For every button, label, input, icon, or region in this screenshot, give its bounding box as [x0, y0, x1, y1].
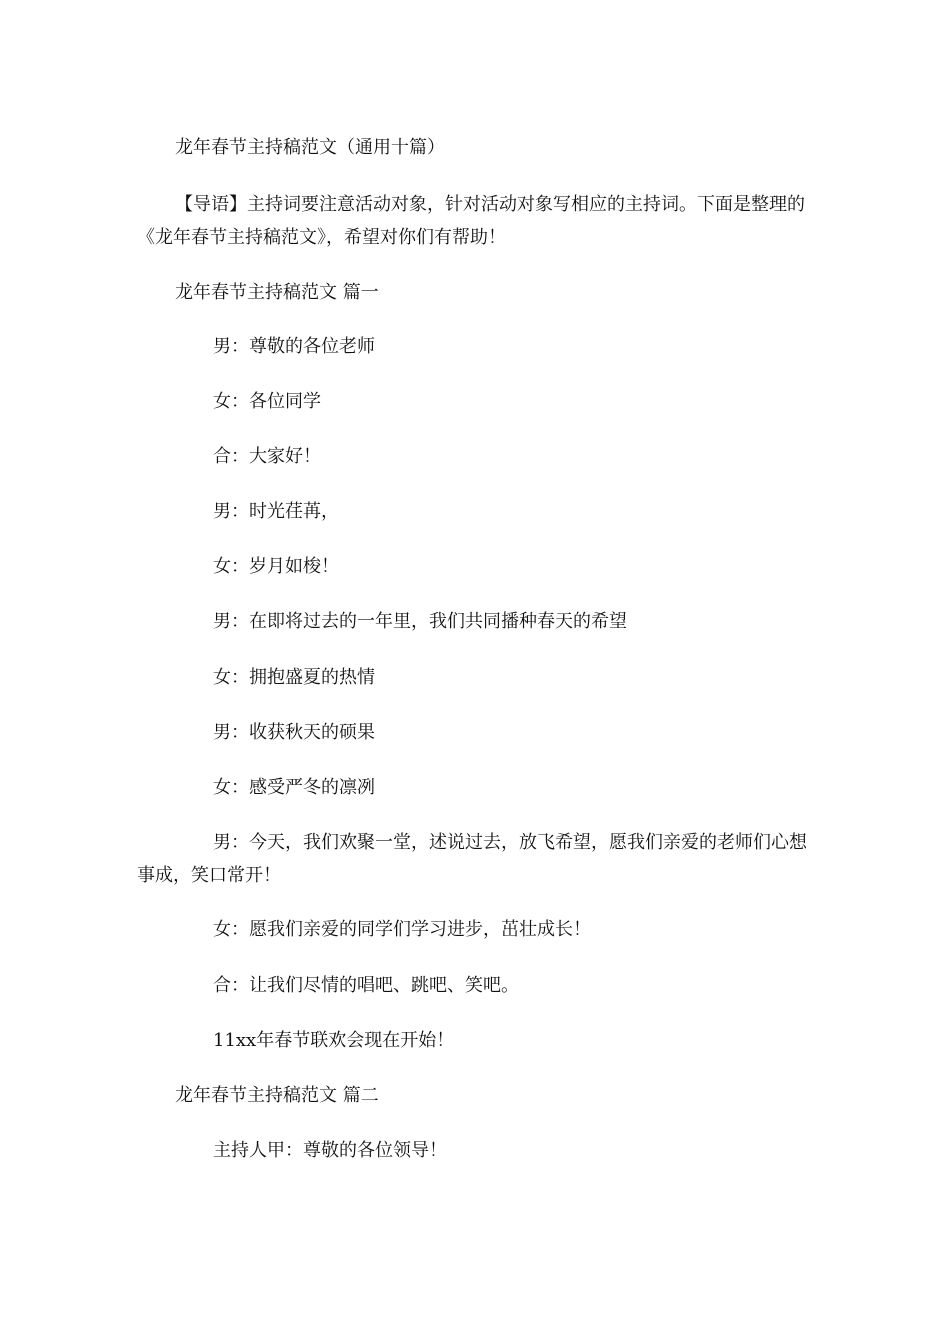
dialog-line: 合：大家好！ — [213, 446, 321, 467]
dialog-line: 合：让我们尽情的唱吧、跳吧、笑吧。 — [213, 975, 519, 996]
dialog-line: 女：愿我们亲爱的同学们学习进步，茁壮成长！ — [213, 919, 591, 940]
dialog-line: 男：尊敬的各位老师 — [213, 336, 375, 357]
dialog-line: 男：时光荏苒， — [213, 501, 339, 522]
dialog-line: 男：在即将过去的一年里，我们共同播种春天的希望 — [213, 611, 627, 632]
dialog-line: 11xx年春节联欢会现在开始！ — [213, 1030, 455, 1051]
dialog-line: 女：感受严冬的凛冽 — [213, 777, 375, 798]
section-heading-1: 龙年春节主持稿范文 篇一 — [175, 282, 379, 303]
dialog-paragraph: 男：今天，我们欢聚一堂，述说过去，放飞希望，愿我们亲爱的老师们心想事成，笑口常开！ — [137, 832, 807, 886]
dialog-line: 主持人甲：尊敬的各位领导！ — [213, 1140, 447, 1161]
document-title: 龙年春节主持稿范文（通用十篇） — [175, 137, 445, 158]
dialog-line: 女：拥抱盛夏的热情 — [213, 667, 375, 688]
intro-paragraph: 【导语】主持词要注意活动对象，针对活动对象写相应的主持词。下面是整理的《龙年春节主持稿范文》，希望对你们有帮助！ — [137, 194, 805, 248]
section-heading-2: 龙年春节主持稿范文 篇二 — [175, 1085, 379, 1106]
dialog-line: 女：岁月如梭！ — [213, 556, 339, 577]
dialog-line: 女：各位同学 — [213, 391, 321, 412]
dialog-line: 男：收获秋天的硕果 — [213, 722, 375, 743]
